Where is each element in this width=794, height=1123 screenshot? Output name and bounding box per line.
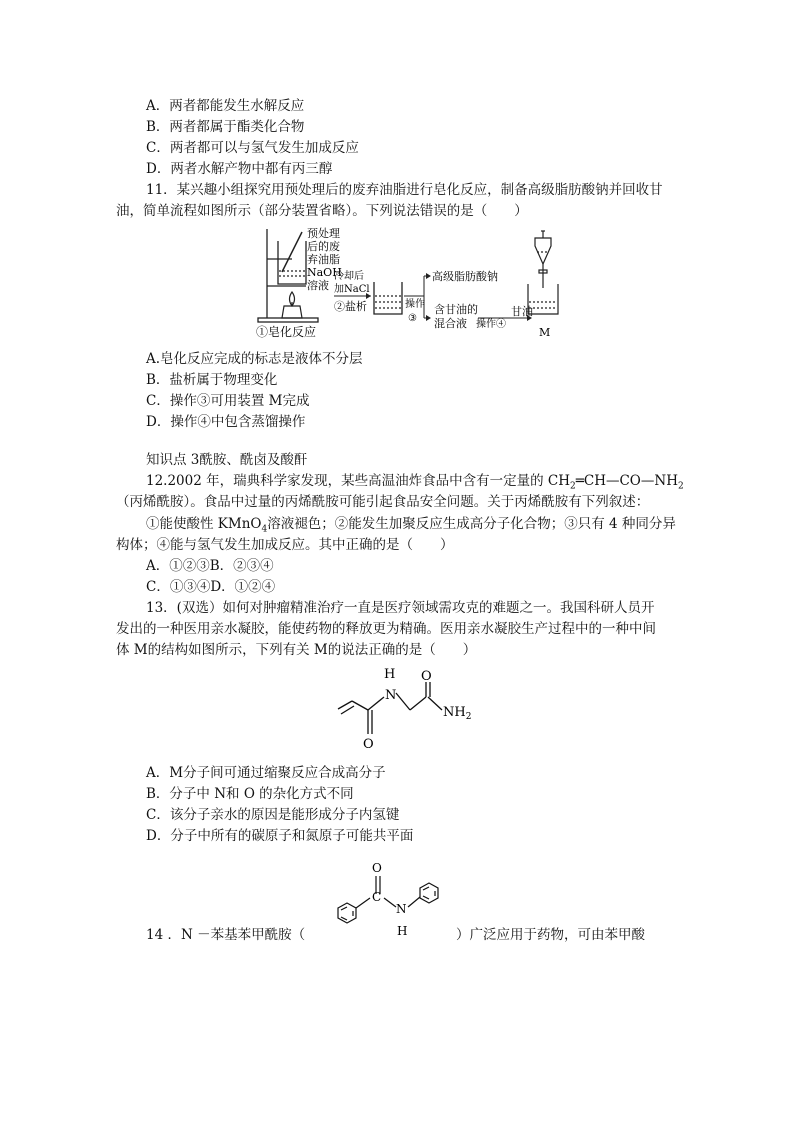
benz-c-label: C [372, 890, 382, 904]
separatory-funnel [528, 231, 558, 314]
cool-label-1: 冷却后 [334, 271, 364, 282]
apparatus-m-label: M [539, 326, 551, 339]
q13-stem-line2: 发出的一种医用亲水凝胶，能使药物的释放更为精确。医用亲水凝胶生产过程中的一种中间 [116, 621, 656, 637]
q13-option-d: D．分子中所有的碳原子和氮原子可能共平面 [146, 828, 414, 844]
step1-label: ①皂化反应 [256, 325, 317, 339]
q11-option-d: D．操作④中包含蒸馏操作 [146, 414, 306, 430]
q10-option-c: C．两者都可以与氢气发生加成反应 [146, 140, 359, 156]
flask-label-3: 弃油脂 [307, 253, 340, 266]
q14-structure-benzanilide [330, 850, 454, 942]
m-o2-label: O [421, 669, 432, 684]
q10-option-a: A．两者都能发生水解反应 [146, 98, 305, 114]
heating-bath [278, 241, 306, 284]
q14-stem-prefix: 14 ．N －苯基苯甲酰胺（ [146, 927, 306, 943]
q13-option-b: B．分子中 N和 O 的杂化方式不同 [146, 786, 354, 802]
flask-label-5: 溶液 [307, 279, 329, 292]
section-title: 知识点 3酰胺、酰卤及酸酐 [146, 452, 308, 468]
q12-stem-line4: 构体；④能与氢气发生加成反应。其中正确的是（ ） [116, 537, 454, 553]
q13-option-c: C．该分子亲水的原因是能形成分子内氢键 [146, 807, 400, 823]
product-soap: 高级脂肪酸钠 [432, 270, 498, 283]
cool-label-2: 加NaCl [334, 284, 370, 295]
salting-out-beaker [374, 282, 402, 314]
benz-n-label: N [396, 902, 407, 916]
op4-label: 操作④ [476, 319, 506, 330]
q13-option-a: A．M分子间可通过缩聚反应合成高分子 [146, 765, 386, 781]
q13-structure-m [332, 664, 492, 756]
q12-options-ab: A．①②③B．②③④ [146, 558, 274, 574]
product-glycerol: 甘油 [511, 305, 533, 318]
q12-stem-line3: ①能使酸性 KMnO$_4$溶液褪色；②能发生加聚反应生成高分子化合物；③只有 4 种同分异 [146, 516, 676, 535]
q12-options-cd: C．①③④D．①②④ [146, 579, 276, 595]
q13-stem-line3: 体 M的结构如图所示，下列有关 M的说法正确的是（ ） [116, 642, 477, 658]
product-mix-1: 含甘油的 [434, 303, 478, 316]
alcohol-lamp [282, 292, 302, 318]
q12-stem-line1: 12.2002 年，瑞典科学家发现，某些高温油炸食品中含有一定量的 $CH_2═CH—CO—NH_2$ [146, 473, 684, 492]
q10-option-b: B．两者都属于酯类化合物 [146, 119, 305, 135]
stirring-rod [282, 232, 302, 272]
flask-label-2: 后的废 [307, 240, 340, 253]
q11-option-a: A.皂化反应完成的标志是液体不分层 [146, 351, 363, 367]
q11-option-c: C．操作③可用装置 M完成 [146, 393, 310, 409]
q10-option-d: D．两者水解产物中都有丙三醇 [146, 161, 333, 177]
benz-h-label: H [397, 924, 408, 938]
q14-stem-suffix: ）广泛应用于药物，可由苯甲酸 [456, 927, 645, 943]
m-h-label: H [384, 667, 396, 682]
m-n-label: N [385, 688, 397, 703]
benz-o-label: O [372, 861, 382, 875]
q11-option-b: B．盐析属于物理变化 [146, 372, 278, 388]
q11-flow-diagram [248, 226, 578, 344]
m-o1-label: O [363, 737, 374, 752]
q13-stem-line1: 13．(双选）如何对肿瘤精准治疗一直是医疗领域需攻克的难题之一。我国科研人员开 [146, 600, 655, 616]
flask-label-4: NaOH [307, 266, 342, 279]
q12-stem-line2: （丙烯酰胺）。食品中过量的丙烯酰胺可能引起食品安全问题。关于丙烯酰胺有下列叙述： [116, 494, 650, 510]
flask-label-1: 预处理 [307, 227, 340, 240]
q11-stem-line1: 11．某兴趣小组探究用预处理后的废弃油脂进行皂化反应，制备高级脂肪酸钠并回收甘 [146, 182, 663, 198]
m-nh2-label: $NH_2$ [443, 705, 472, 722]
product-mix-2: 混合液 [434, 317, 467, 330]
step2-label: ②盐析 [334, 300, 367, 313]
q11-stem-line2: 油，简单流程如图所示（部分装置省略）。下列说法错误的是（ ） [116, 203, 528, 219]
op3-label-1: 操作 [405, 299, 425, 310]
op3-label-2: ③ [408, 313, 417, 324]
